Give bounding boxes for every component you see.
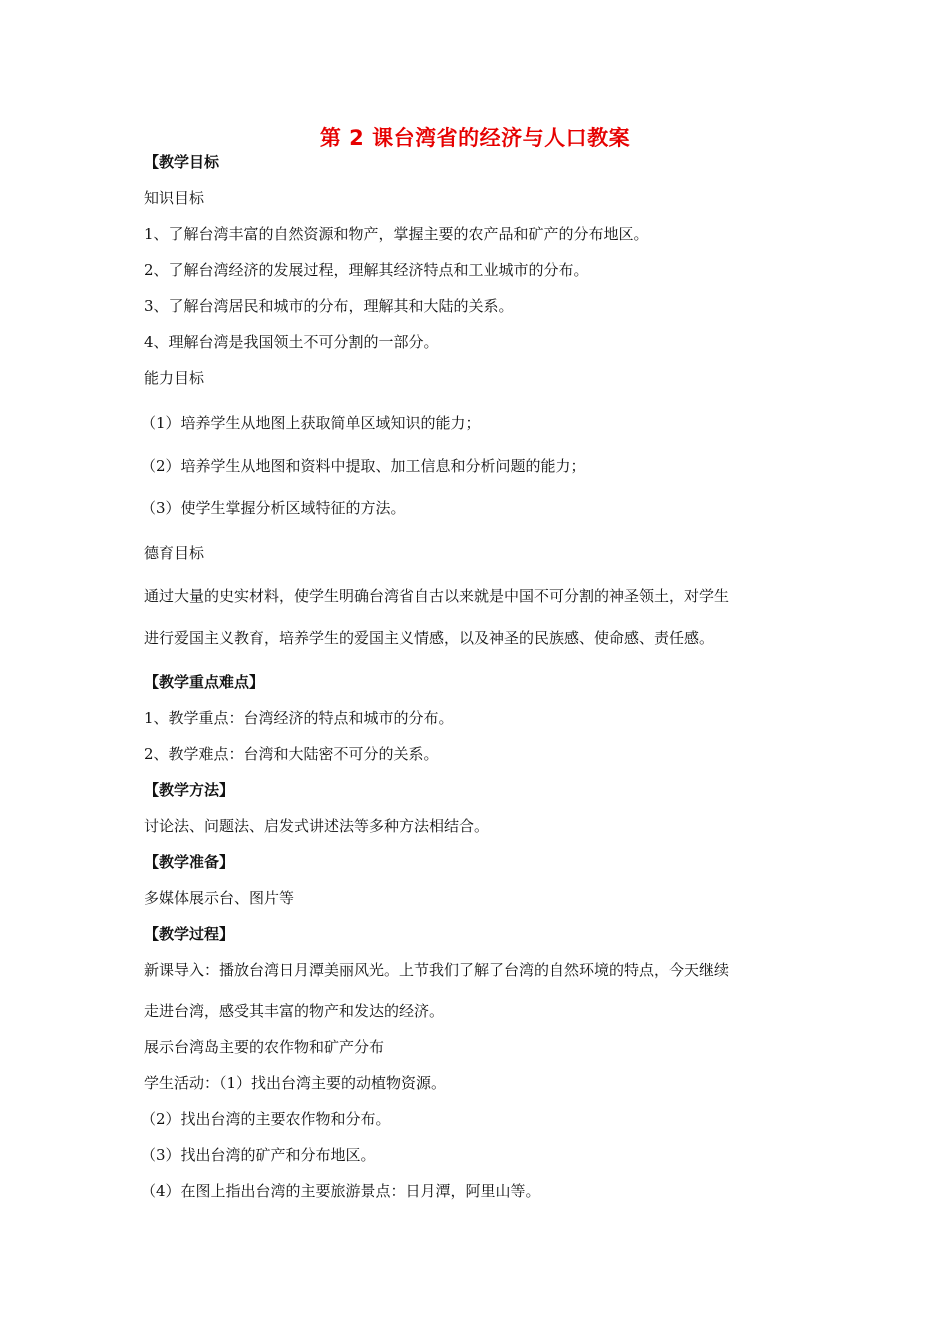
method-heading: 【教学方法】 (144, 781, 235, 799)
activity-item: 学生活动：（1）找出台湾主要的动植物资源。 (144, 1074, 447, 1092)
activity-item: （4）在图上指出台湾的主要旅游景点：日月潭，阿里山等。 (141, 1182, 541, 1200)
moral-text: 通过大量的史实材料，使学生明确台湾省自古以来就是中国不可分割的神圣领土，对学生 (144, 587, 730, 605)
method-text: 讨论法、问题法、启发式讲述法等多种方法相结合。 (144, 817, 490, 835)
process-show: 展示台湾岛主要的农作物和矿产分布 (144, 1038, 385, 1056)
activity-item: （3）找出台湾的矿产和分布地区。 (141, 1146, 376, 1164)
key-item: 2、教学难点：台湾和大陆密不可分的关系。 (144, 745, 439, 763)
process-heading: 【教学过程】 (144, 925, 235, 943)
ability-heading: 能力目标 (144, 369, 205, 387)
key-item: 1、教学重点：台湾经济的特点和城市的分布。 (144, 709, 454, 727)
knowledge-item: 4、理解台湾是我国领土不可分割的一部分。 (144, 333, 439, 351)
knowledge-item: 1、了解台湾丰富的自然资源和物产，掌握主要的农产品和矿产的分布地区。 (144, 225, 649, 243)
ability-item: （3）使学生掌握分析区域特征的方法。 (141, 499, 406, 517)
prep-heading: 【教学准备】 (144, 853, 235, 871)
activity-item: （2）找出台湾的主要农作物和分布。 (141, 1110, 391, 1128)
knowledge-item: 2、了解台湾经济的发展过程，理解其经济特点和工业城市的分布。 (144, 261, 589, 279)
ability-item: （1）培养学生从地图上获取简单区域知识的能力； (141, 414, 481, 432)
moral-heading: 德育目标 (144, 544, 205, 562)
process-intro: 新课导入：播放台湾日月潭美丽风光。上节我们了解了台湾的自然环境的特点，今天继续 (144, 961, 730, 979)
ability-item: （2）培养学生从地图和资料中提取、加工信息和分析问题的能力； (141, 457, 586, 475)
process-intro: 走进台湾，感受其丰富的物产和发达的经济。 (144, 1002, 445, 1020)
prep-text: 多媒体展示台、图片等 (144, 889, 295, 907)
key-heading: 【教学重点难点】 (144, 673, 265, 691)
knowledge-heading: 知识目标 (144, 189, 205, 207)
objectives-heading: 【教学目标 (144, 153, 220, 171)
moral-text: 进行爱国主义教育，培养学生的爱国主义情感，以及神圣的民族感、使命感、责任感。 (144, 629, 715, 647)
knowledge-item: 3、了解台湾居民和城市的分布，理解其和大陆的关系。 (144, 297, 514, 315)
page-title: 第 2 课台湾省的经济与人口教案 (319, 126, 631, 150)
